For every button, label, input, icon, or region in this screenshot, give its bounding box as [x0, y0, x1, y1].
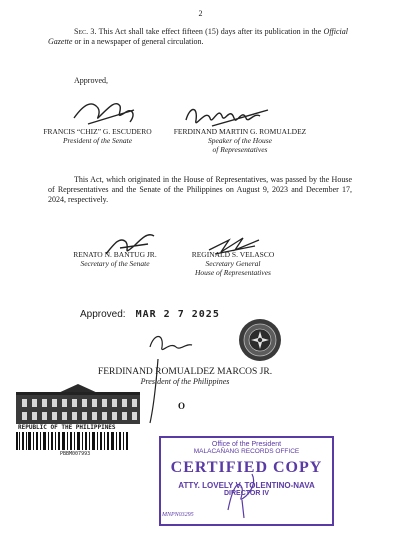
senate-secretary-block	[60, 250, 170, 268]
barcode-caption: REPUBLIC OF THE PHILIPPINES	[18, 424, 116, 431]
presidential-seal-icon	[238, 318, 282, 362]
speaker-name: FERDINAND MARTIN G. ROMUALDEZ	[173, 127, 307, 136]
house-secretary-block	[178, 250, 288, 277]
gazette-name: Official Gazette	[48, 27, 348, 46]
house-secretary-name: REGINALD S. VELASCO	[191, 250, 275, 259]
section-paragraph	[48, 27, 348, 47]
origin-paragraph: This Act, which originated in the House of Representatives, was passed by the House of Representatives and the Senate of the Philippines on August 9, 2023 and December 17, 2024, respectively.	[48, 175, 352, 204]
signature-senate-president	[70, 94, 140, 128]
speaker-block	[165, 127, 315, 154]
senate-president-name: FRANCIS “CHIZ” G. ESCUDERO	[43, 127, 152, 136]
cert-officer-position: DIRECTOR IV	[224, 490, 269, 497]
cert-title: CERTIFIED COPY	[170, 459, 323, 476]
president-name: FERDINAND ROMUALDEZ MARCOS JR.	[97, 367, 273, 377]
section-prefix: Sec.	[74, 27, 89, 36]
house-secretary-title-1: Secretary General	[205, 259, 261, 268]
speaker-title-2: of Representatives	[212, 145, 268, 154]
speaker-title-1: Speaker of the House	[208, 136, 272, 145]
cert-office: Office of the President	[211, 441, 282, 448]
malacanang-palace-icon	[16, 382, 140, 424]
signature-records-officer	[222, 470, 262, 520]
cert-records-office: MALACAÑANG RECORDS OFFICE	[193, 448, 300, 455]
approval-date-stamp: MAR 2 7 2025	[135, 309, 220, 320]
cert-handwritten-note: MNPN03295	[162, 512, 194, 518]
senate-president-title: President of the Senate	[62, 136, 133, 145]
approval-line	[80, 304, 220, 322]
approved-heading: Approved,	[74, 76, 108, 85]
barcode-icon	[16, 432, 128, 450]
cert-officer-name: ATTY. LOVELY V. TOLENTINO-NAVA	[178, 481, 315, 490]
barcode-number: PBBM007993	[60, 451, 91, 457]
senate-secretary-title: Secretary of the Senate	[80, 259, 150, 268]
section-text-start: 3. This Act shall take effect fifteen (15) days after its publication in the	[88, 27, 324, 36]
section-text-end: or in a newspaper of general circulation.	[72, 37, 204, 46]
mark-o: O	[178, 401, 186, 411]
house-secretary-title-2: House of Representatives	[195, 268, 271, 277]
senate-president-block	[30, 127, 165, 145]
senate-secretary-name: RENATO N. BANTUG JR.	[73, 250, 157, 259]
president-title: President of the Philippines	[140, 377, 230, 386]
page-number: 2	[198, 9, 203, 18]
approval-label: Approved:	[80, 309, 126, 320]
